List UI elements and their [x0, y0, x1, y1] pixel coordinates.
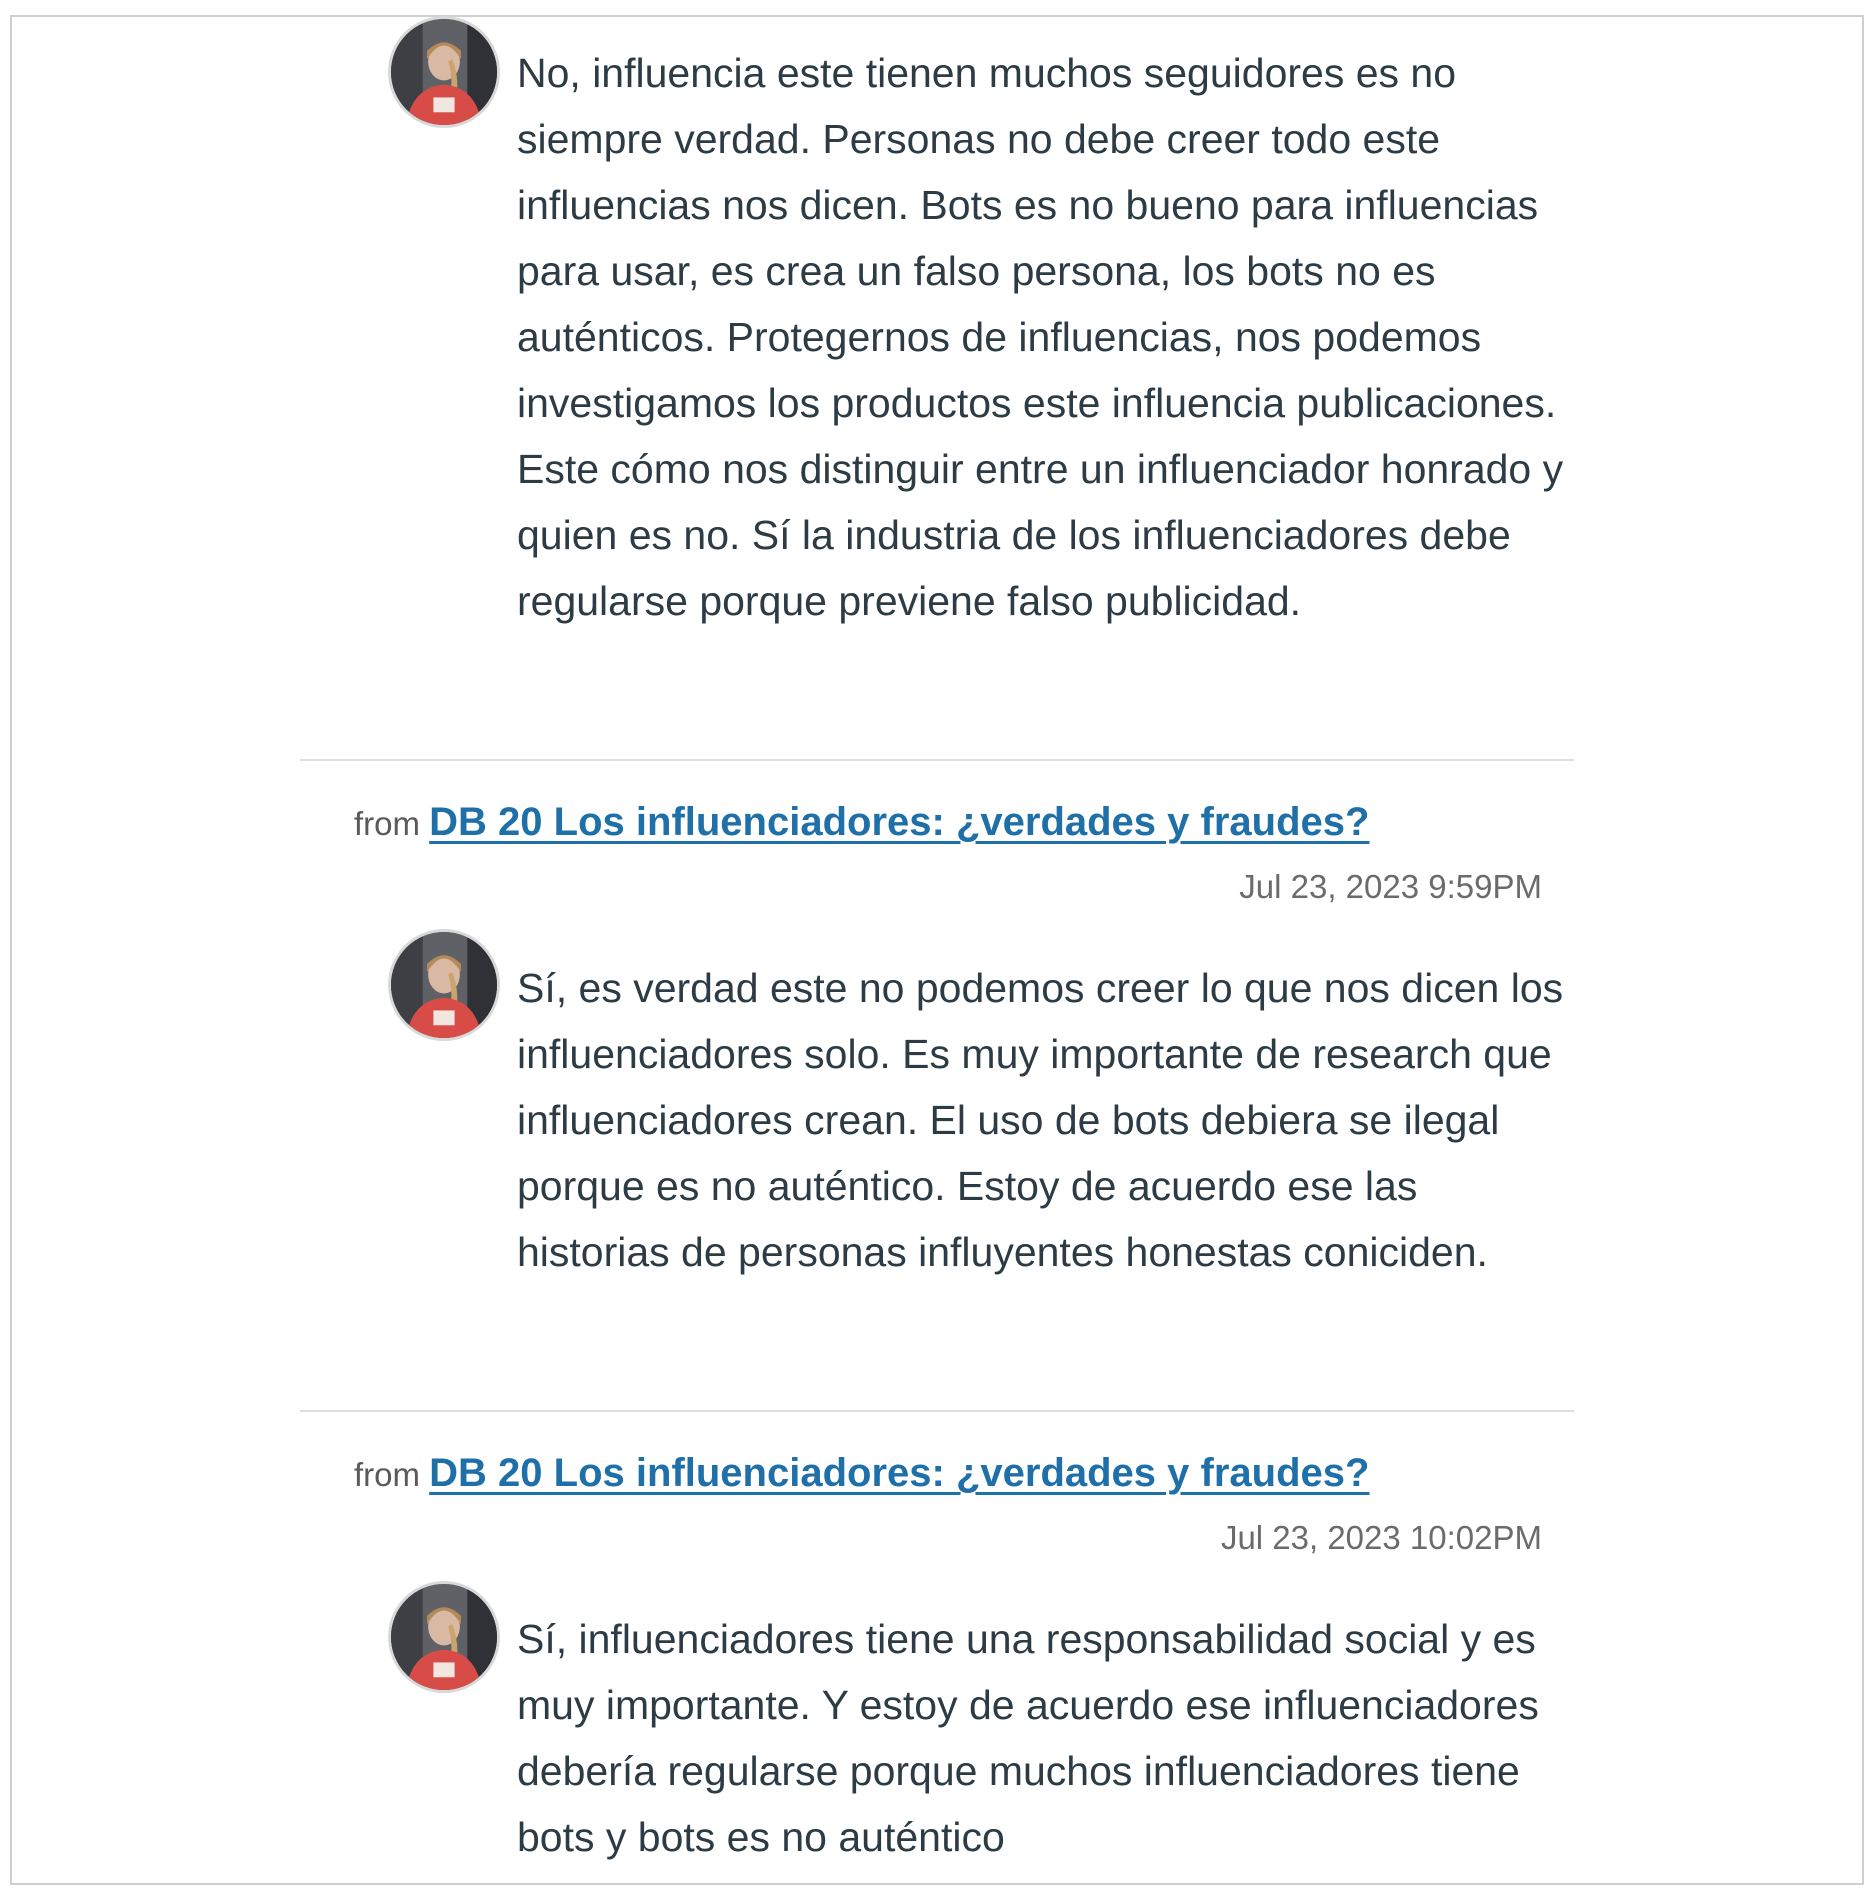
- from-label: from: [354, 805, 420, 842]
- timestamp: Jul 23, 2023 9:59PM: [1239, 868, 1542, 905]
- discussion-link[interactable]: DB 20 Los influenciadores: ¿verdades y fraudes?: [429, 800, 1370, 844]
- message-text: Sí, es verdad este no podemos creer lo que nos dicen los influenciadores solo. Es muy importante de research que influenciadores crean. El uso de bots debiera se ilegal porque es no auténtico. Estoy de acuerdo ese las historias de personas influyentes honestas coniciden.: [517, 965, 1564, 1275]
- timestamp: Jul 23, 2023 10:02PM: [1220, 1519, 1542, 1556]
- message-text: Sí, influenciadores tiene una responsabilidad social y es muy importante. Y estoy de acuerdo ese influenciadores debería regularse porque muchos influenciadores tiene bots y bots es no auténtico: [517, 1616, 1539, 1860]
- entry-divider: [300, 1410, 1574, 1412]
- avatar-photo: [391, 932, 497, 1038]
- discussion-link[interactable]: DB 20 Los influenciadores: ¿verdades y fraudes?: [429, 1451, 1370, 1495]
- user-avatar-icon[interactable]: [388, 1581, 500, 1693]
- from-line: [354, 800, 1369, 846]
- entry-divider: [300, 759, 1574, 761]
- from-line: [354, 1451, 1369, 1497]
- from-label: from: [354, 1456, 420, 1493]
- message-text: No, influencia este tienen muchos seguidores es no siempre verdad. Personas no debe creer todo este influencias nos dicen. Bots es no bueno para influencias para usar, es crea un falso persona, los bots no es auténticos. Protegernos de influencias, nos podemos investigamos los productos este influencia publicaciones. Este cómo nos distinguir entre un influenciador honrado y quien es no. Sí la industria de los influenciadores debe regularse porque previene falso publicidad.: [517, 50, 1564, 624]
- user-avatar-icon[interactable]: [388, 16, 500, 128]
- user-avatar-icon[interactable]: [388, 929, 500, 1041]
- avatar-photo: [391, 1584, 497, 1690]
- avatar-photo: [391, 19, 497, 125]
